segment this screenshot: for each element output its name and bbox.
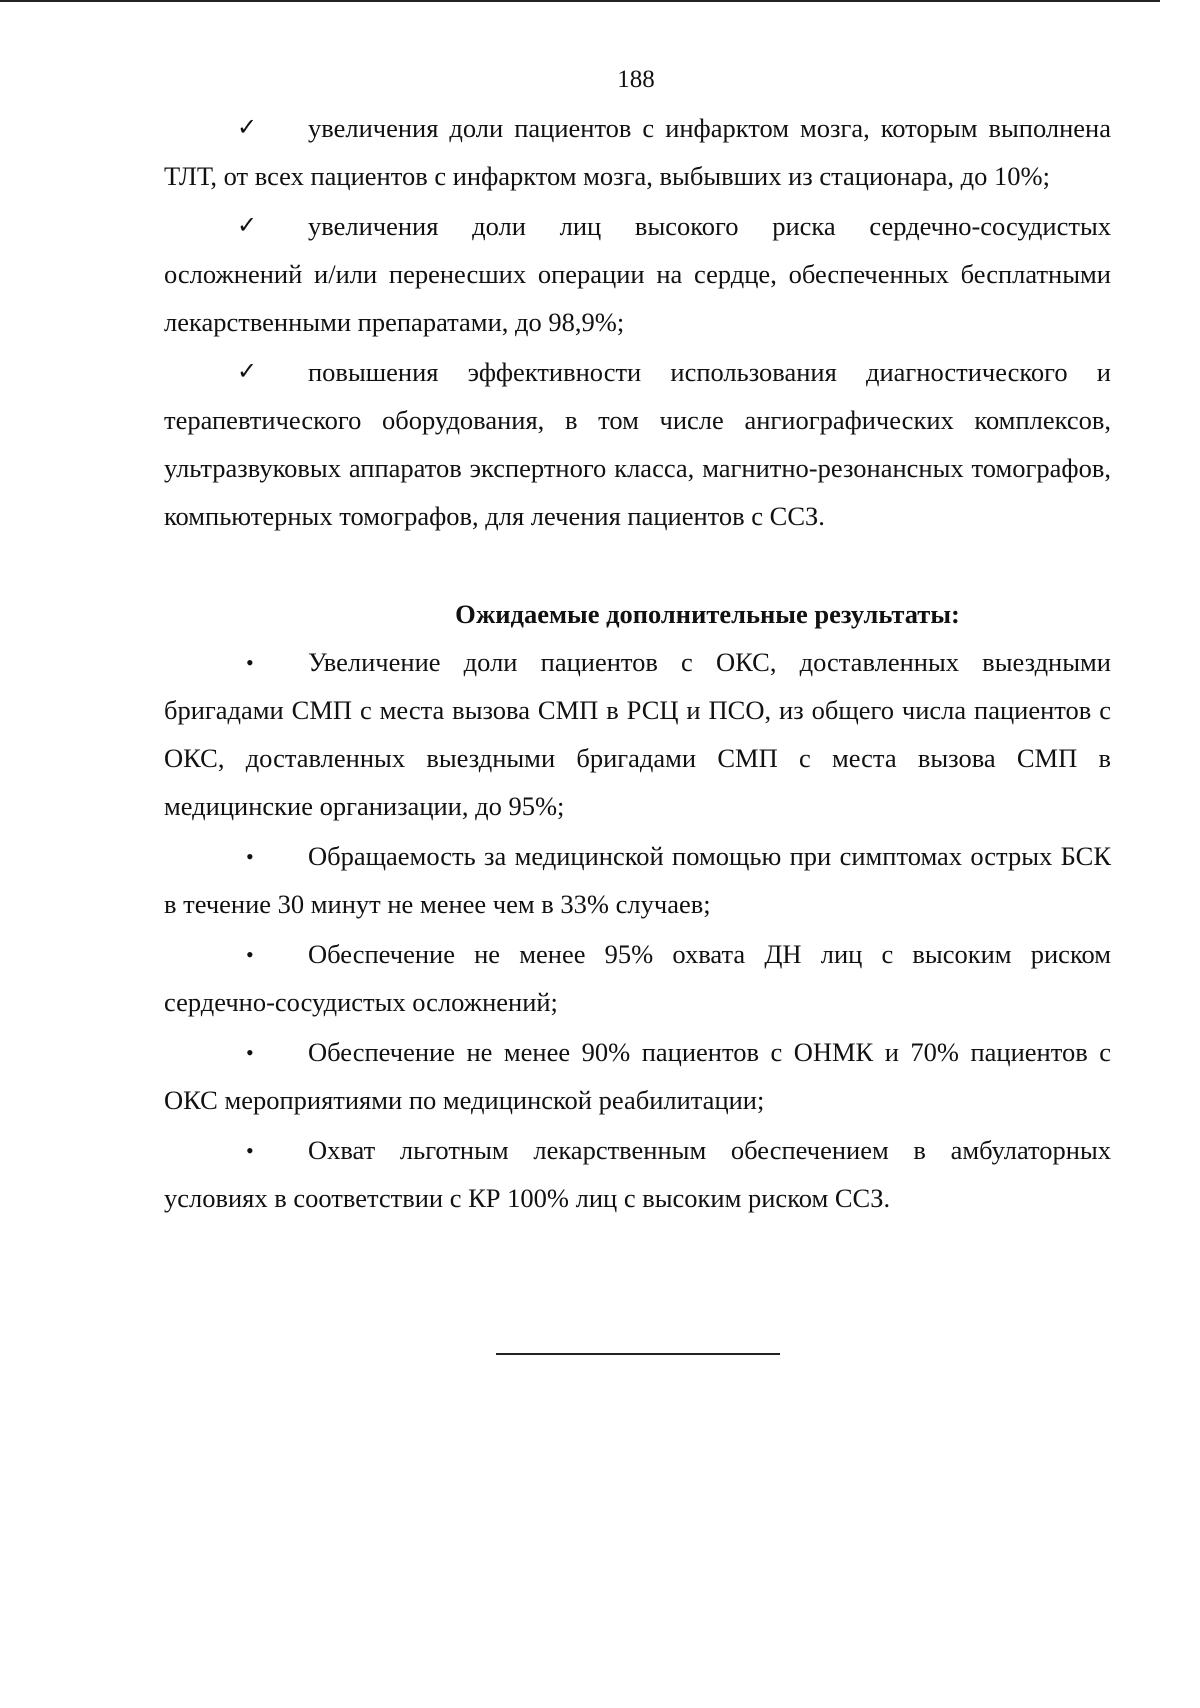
bullet-item-text: Обеспечение не менее 95% охвата ДН лиц с высоким риском сердечно-сосудистых осложнений;: [164, 939, 1111, 1017]
check-item-text: увеличения доли пациентов с инфарктом мозга, которым выполнена ТЛТ, от всех пациентов с инфарктом мозга, выбывших из стационара, до 10%;: [164, 113, 1111, 191]
bullet-icon: •: [246, 844, 254, 869]
document-body: [164, 104, 1111, 1224]
bullet-icon: •: [246, 1138, 254, 1163]
check-list-item: [164, 348, 1111, 540]
bullet-item-text: Охват льготным лекарственным обеспечением в амбулаторных условиях в соответствии с КР 100% лиц с высоким риском ССЗ.: [164, 1135, 1111, 1213]
end-of-section-line: [496, 1353, 780, 1355]
bullet-list-item: [164, 1126, 1111, 1222]
check-list-item: [164, 202, 1111, 346]
check-item-text: увеличения доли лиц высокого риска сердечно-сосудистых осложнений и/или перенесших операции на сердце, обеспеченных бесплатными лекарственными препаратами, до 98,9%;: [164, 211, 1111, 337]
check-list-item: [164, 104, 1111, 200]
bullet-icon: •: [246, 650, 254, 675]
section-spacer: [164, 542, 1111, 590]
checkmark-icon: ✓: [237, 115, 258, 141]
bullet-list-item: [164, 638, 1111, 830]
bullet-list-item: [164, 1028, 1111, 1124]
bullet-icon: •: [246, 942, 254, 967]
bullet-item-text: Увеличение доли пациентов с ОКС, доставленных выездными бригадами СМП с места вызова СМП в РСЦ и ПСО, из общего числа пациентов с ОКС, доставленных выездными бригадами СМП с места вызова СМП в медицинские организации, до 95%;: [164, 647, 1111, 821]
bullet-list-item: [164, 930, 1111, 1026]
check-item-text: повышения эффективности использования диагностического и терапевтического оборудования, в том числе ангиографических комплексов, ультразвуковых аппаратов экспертного класса, магнитно-резонансных томографов, компьютерных томографов, для лечения пациентов с ССЗ.: [164, 357, 1111, 531]
section-heading: Ожидаемые дополнительные результаты:: [455, 599, 960, 629]
bullet-list-item: [164, 832, 1111, 928]
bullet-item-text: Обращаемость за медицинской помощью при симптомах острых БСК в течение 30 минут не менее чем в 33% случаев;: [164, 841, 1111, 919]
page-number: 188: [617, 66, 655, 93]
bullet-item-text: Обеспечение не менее 90% пациентов с ОНМК и 70% пациентов с ОКС мероприятиями по медицинской реабилитации;: [164, 1037, 1111, 1115]
bullet-icon: •: [246, 1040, 254, 1065]
top-border-line: [0, 0, 1160, 2]
checkmark-icon: ✓: [237, 213, 258, 239]
checkmark-icon: ✓: [237, 359, 258, 385]
